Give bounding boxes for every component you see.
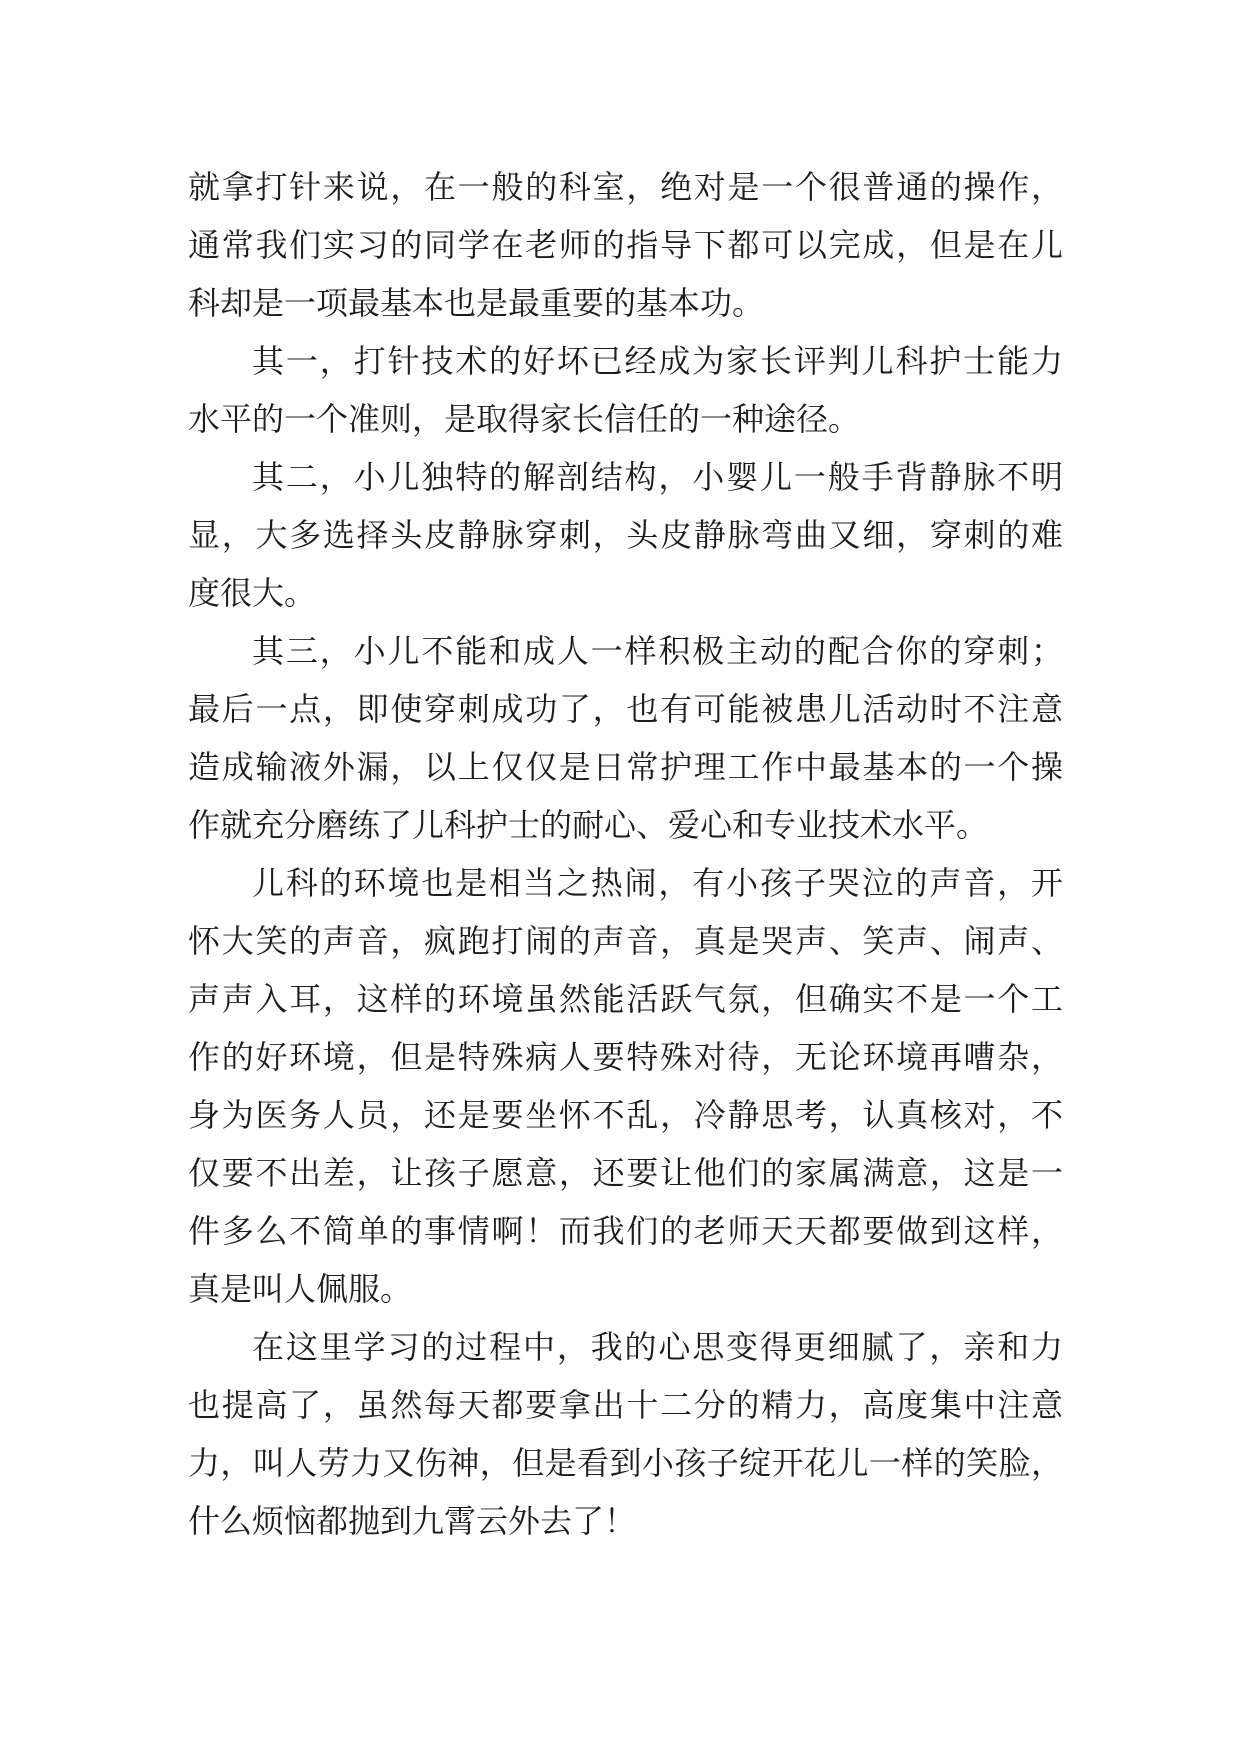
text-line: 怀大笑的声音，疯跑打闹的声音，真是哭声、笑声、闹声、 (188, 922, 1063, 960)
text-line: 水平的一个准则，是取得家长信任的一种途径。 (188, 400, 861, 438)
text-line: 力，叫人劳力又伤神，但是看到小孩子绽开花儿一样的笑脸， (188, 1444, 1063, 1482)
text-line: 真是叫人佩服。 (188, 1270, 413, 1308)
text-line: 最后一点，即使穿刺成功了，也有可能被患儿活动时不注意 (188, 690, 1063, 728)
text-line: 作就充分磨练了儿科护士的耐心、爱心和专业技术水平。 (188, 806, 989, 844)
text-line: 通常我们实习的同学在老师的指导下都可以完成，但是在儿 (188, 226, 1063, 264)
body-text (188, 158, 1063, 1550)
text-line: 在这里学习的过程中，我的心思变得更细腻了，亲和力 (252, 1328, 1063, 1366)
text-line: 声声入耳，这样的环境虽然能活跃气氛，但确实不是一个工 (188, 980, 1063, 1018)
text-line: 度很大。 (188, 574, 317, 612)
text-line: 件多么不简单的事情啊！而我们的老师天天都要做到这样， (188, 1212, 1063, 1250)
text-line: 造成输液外漏，以上仅仅是日常护理工作中最基本的一个操 (188, 748, 1063, 786)
text-line: 儿科的环境也是相当之热闹，有小孩子哭泣的声音，开 (252, 864, 1063, 902)
text-line: 身为医务人员，还是要坐怀不乱，冷静思考，认真核对，不 (188, 1096, 1063, 1134)
text-line: 仅要不出差，让孩子愿意，还要让他们的家属满意，这是一 (188, 1154, 1063, 1192)
text-line: 就拿打针来说，在一般的科室，绝对是一个很普通的操作， (188, 168, 1063, 206)
text-line: 其一，打针技术的好坏已经成为家长评判儿科护士能力 (252, 342, 1063, 380)
text-line: 作的好环境，但是特殊病人要特殊对待，无论环境再嘈杂， (188, 1038, 1063, 1076)
text-line: 也提高了，虽然每天都要拿出十二分的精力，高度集中注意 (188, 1386, 1063, 1424)
text-line: 显，大多选择头皮静脉穿刺，头皮静脉弯曲又细，穿刺的难 (188, 516, 1063, 554)
text-line: 其二，小儿独特的解剖结构，小婴儿一般手背静脉不明 (252, 458, 1063, 496)
text-line: 科却是一项最基本也是最重要的基本功。 (188, 284, 765, 322)
text-line: 什么烦恼都抛到九霄云外去了！ (188, 1502, 637, 1540)
text-line: 其三，小儿不能和成人一样积极主动的配合你的穿刺； (252, 632, 1063, 670)
